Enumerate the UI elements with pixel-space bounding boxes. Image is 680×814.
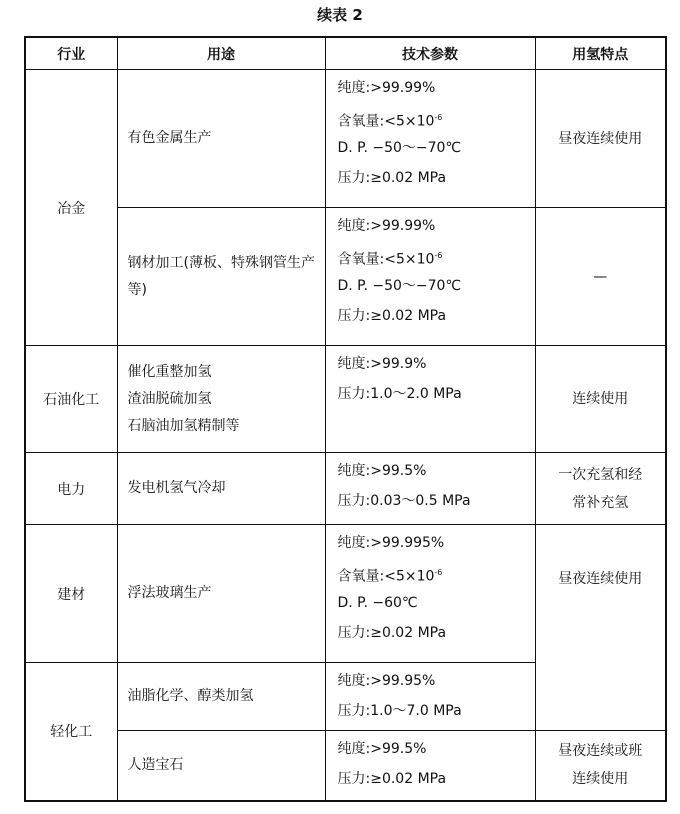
hydrogen-use-table (24, 36, 667, 802)
industry-cell: 建材 (25, 525, 117, 663)
header-industry: 行业 (25, 37, 117, 70)
table-row (25, 346, 666, 453)
feature-cell: 昼夜连续使用 (535, 70, 666, 208)
header-use: 用途 (117, 37, 325, 70)
table-row (25, 208, 666, 346)
industry-cell: 冶金 (25, 70, 117, 346)
table-row (25, 453, 666, 525)
use-cell: 钢材加工(薄板、特殊钢管生产等) (117, 208, 325, 346)
industry-cell: 石油化工 (25, 346, 117, 453)
use-cell: 浮法玻璃生产 (117, 525, 325, 663)
params-cell: 纯度:>99.99% 含氧量$:<5\times 10^{-6}$ D. P. −50～−70℃ 压力:≥0.02 MPa (325, 70, 535, 208)
feature-cell: 昼夜连续或班 连续使用 (535, 731, 666, 801)
params-cell: 纯度:>99.5% 压力:0.03～0.5 MPa (325, 453, 535, 525)
use-cell: 人造宝石 (117, 731, 325, 801)
feature-cell: 一次充氢和经 常补充氢 (535, 453, 666, 525)
use-cell: 有色金属生产 (117, 70, 325, 208)
params-cell: 纯度:>99.9% 压力:1.0～2.0 MPa (325, 346, 535, 453)
use-cell: 发电机氢气冷却 (117, 453, 325, 525)
table-title: 续表 2 (317, 6, 363, 24)
industry-cell: 轻化工 (25, 663, 117, 801)
use-cell: 油脂化学、醇类加氢 (117, 663, 325, 731)
header-feature: 用氢特点 (535, 37, 666, 70)
feature-cell: 昼夜连续使用 (535, 525, 666, 731)
header-params: 技术参数 (325, 37, 535, 70)
params-cell: 纯度:>99.995% 含氧量$:<5\times 10^{-6}$ D. P. −60℃ 压力:≥0.02 MPa (325, 525, 535, 663)
industry-cell: 电力 (25, 453, 117, 525)
use-cell: 催化重整加氢 渣油脱硫加氢 石脑油加氢精制等 (117, 346, 325, 453)
params-cell: 纯度:>99.95% 压力:1.0～7.0 MPa (325, 663, 535, 731)
header-row (25, 37, 666, 70)
table-row (25, 731, 666, 801)
table-row (25, 525, 666, 663)
params-cell: 纯度:>99.99% 含氧量$:<5\times 10^{-6}$ D. P. −50～−70℃ 压力:≥0.02 MPa (325, 208, 535, 346)
params-cell: 纯度:>99.5% 压力:≥0.02 MPa (325, 731, 535, 801)
feature-cell: — (535, 208, 666, 346)
feature-cell: 连续使用 (535, 346, 666, 453)
table-row (25, 70, 666, 208)
